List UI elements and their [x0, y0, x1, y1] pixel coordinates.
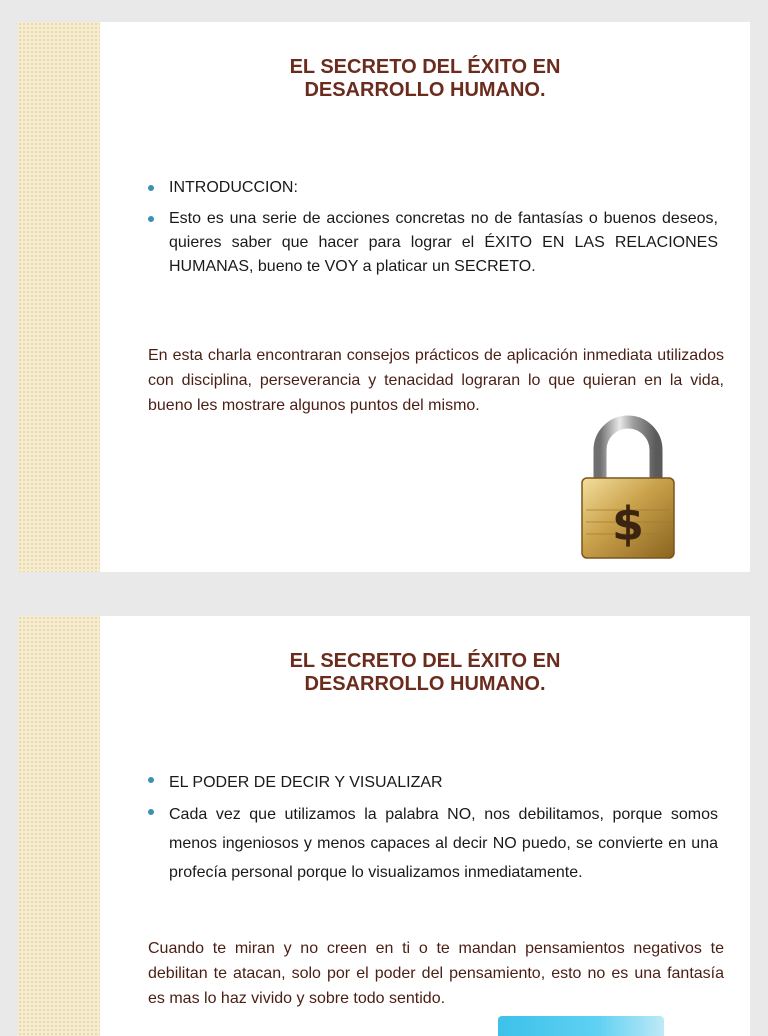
bullet-text: INTRODUCCION: — [169, 179, 298, 196]
bullet-list — [148, 176, 718, 286]
partial-image — [498, 1016, 664, 1036]
bullet-item — [148, 176, 718, 200]
bullet-dot-icon — [148, 809, 154, 815]
slide-title — [100, 56, 750, 102]
dollar-sign: $ — [611, 497, 645, 551]
bullet-item — [148, 800, 718, 887]
bullet-dot-icon — [148, 216, 154, 222]
slide-title-line-1: EL SECRETO DEL ÉXITO EN — [289, 650, 561, 672]
slide-title — [100, 650, 750, 696]
bullet-text: Cada vez que utilizamos la palabra NO, nos debilitamos, porque somos menos ingeniosos y menos capaces al decir NO puedo, se convierte en una profecía personal porque lo visualizamos inmediatamente. — [169, 806, 718, 881]
bullet-item — [148, 207, 718, 279]
padlock-dollar-icon — [578, 412, 678, 562]
slide-2 — [18, 616, 750, 1036]
slide-paragraph: Cuando te miran y no creen en ti o te mandan pensamientos negativos te debilitan te atacan, solo por el poder del pensamiento, esto no es una fantasía es mas lo haz vivido y sobre todo sentido. — [148, 940, 724, 1007]
bullet-item — [148, 768, 718, 797]
slide-1 — [18, 22, 750, 572]
bullet-list — [148, 768, 718, 890]
slide-paragraph: En esta charla encontraran consejos prácticos de aplicación inmediata utilizados con disciplina, perseverancia y tenacidad lograran lo que quieran en la vida, bueno les mostrare algunos puntos del mismo. — [148, 347, 724, 414]
bullet-text: Esto es una serie de acciones concretas no de fantasías o buenos deseos, quieres saber que hacer para lograr el ÉXITO EN LAS RELACIONES HUMANAS, bueno te VOY a platicar un SECRETO. — [169, 210, 718, 275]
bullet-dot-icon — [148, 185, 154, 191]
slide-title-line-2: DESARROLLO HUMANO. — [304, 79, 546, 101]
bullet-text: EL PODER DE DECIR Y VISUALIZAR — [169, 774, 443, 791]
decorative-stripe — [18, 616, 100, 1036]
slide-title-line-1: EL SECRETO DEL ÉXITO EN — [289, 56, 561, 78]
bullet-dot-icon — [148, 777, 154, 783]
decorative-stripe — [18, 22, 100, 572]
slide-title-line-2: DESARROLLO HUMANO. — [304, 673, 546, 695]
